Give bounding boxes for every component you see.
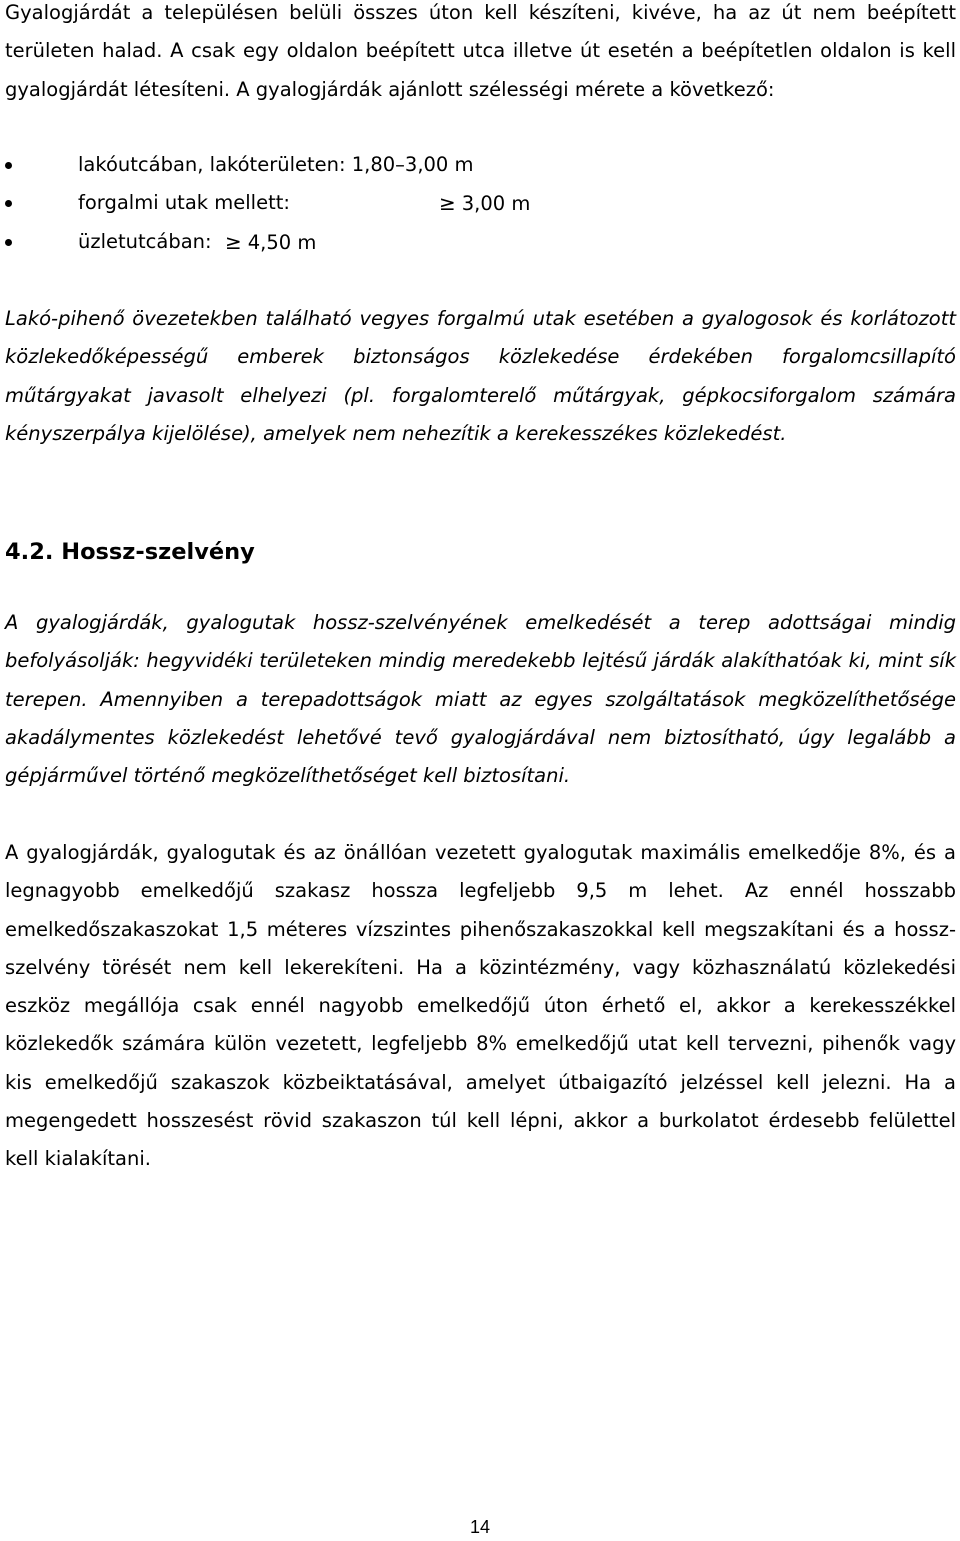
greater-equal-icon: ≥	[439, 191, 456, 216]
list-item	[5, 223, 956, 261]
page-number: 14	[469, 1517, 491, 1537]
note-paragraph: Lakó-pihenő övezetekben található vegyes forgalmú utak esetében a gyalogosok és korlátozott közlekedőképességű emberek biztonságos közlekedése érdekében forgalomcsillapító műtárgyakat javasolt elhelyezi (pl. forgalomterelő műtárgyak, gépkocsiforgalom számára kényszerpálya kijelölése), amelyek nem nehezítik a kerekesszékes közlekedést.	[5, 307, 956, 445]
section-heading: 4.2. Hossz-szelvény	[5, 539, 255, 565]
list-item	[5, 146, 956, 184]
section-paragraph-2: A gyalogjárdák, gyalogutak és az önállóan vezetett gyalogutak maximális emelkedője 8%, és a legnagyobb emelkedőjű szakasz hossza legfeljebb 9,5 m lehet. Az ennél hosszabb emelkedőszakaszokat 1,5 méteres vízszintes pihenőszakaszokkal kell megszakítani és a hossz-szelvény törését nem kell lekerekíteni. Ha a közintézmény, vagy közhasználatú közlekedési eszköz megállója csak ennél nagyobb emelkedőjű úton érhető el, akkor a kerekesszékkel közlekedők számára külön vezetett, legfeljebb 8% emelkedőjű utat kell tervezni, pihenők vagy kis emelkedőjű szakaszok közbeiktatásával, amelyet útbaigazító jelzéssel kell jelezni. Ha a megengedett hosszesést rövid szakaszon túl kell lépni, akkor a burkolatot érdesebb felülettel kell kialakítani.	[5, 841, 956, 1171]
bullet-icon	[5, 162, 12, 169]
list-item	[5, 184, 956, 222]
list-item-label: üzletutcában:	[78, 229, 212, 253]
bullet-icon	[5, 239, 12, 246]
greater-equal-icon: ≥	[225, 229, 242, 254]
list-item-value: ≥ 3,00 m	[439, 184, 530, 223]
bullet-icon	[5, 200, 12, 207]
list-item-label: lakóutcában, lakóterületen: 1,80–3,00 m	[78, 153, 474, 176]
width-list	[5, 146, 956, 261]
list-item-label: forgalmi utak mellett:	[78, 191, 290, 215]
list-item-value: ≥ 4,50 m	[225, 223, 316, 262]
section-paragraph-1: A gyalogjárdák, gyalogutak hossz-szelvényének emelkedését a terep adottságai mindig befolyásolják: hegyvidéki területeken mindig meredekebb lejtésű járdák alakíthatóak ki, mint sík terepen. Amennyiben a terepadottságok miatt az egyes szolgáltatások megközelíthetősége akadálymentes közlekedést lehetővé tevő gyalogjárdával nem biztosítható, úgy legalább a gépjárművel történő megközelíthetőséget kell biztosítani.	[5, 611, 956, 788]
intro-paragraph: Gyalogjárdát a településen belüli összes úton kell készíteni, kivéve, ha az út nem beépített területen halad. A csak egy oldalon beépített utca illetve út esetén a beépítetlen oldalon is kell gyalogjárdát létesíteni. A gyalogjárdák ajánlott szélességi mérete a következő:	[5, 1, 956, 101]
